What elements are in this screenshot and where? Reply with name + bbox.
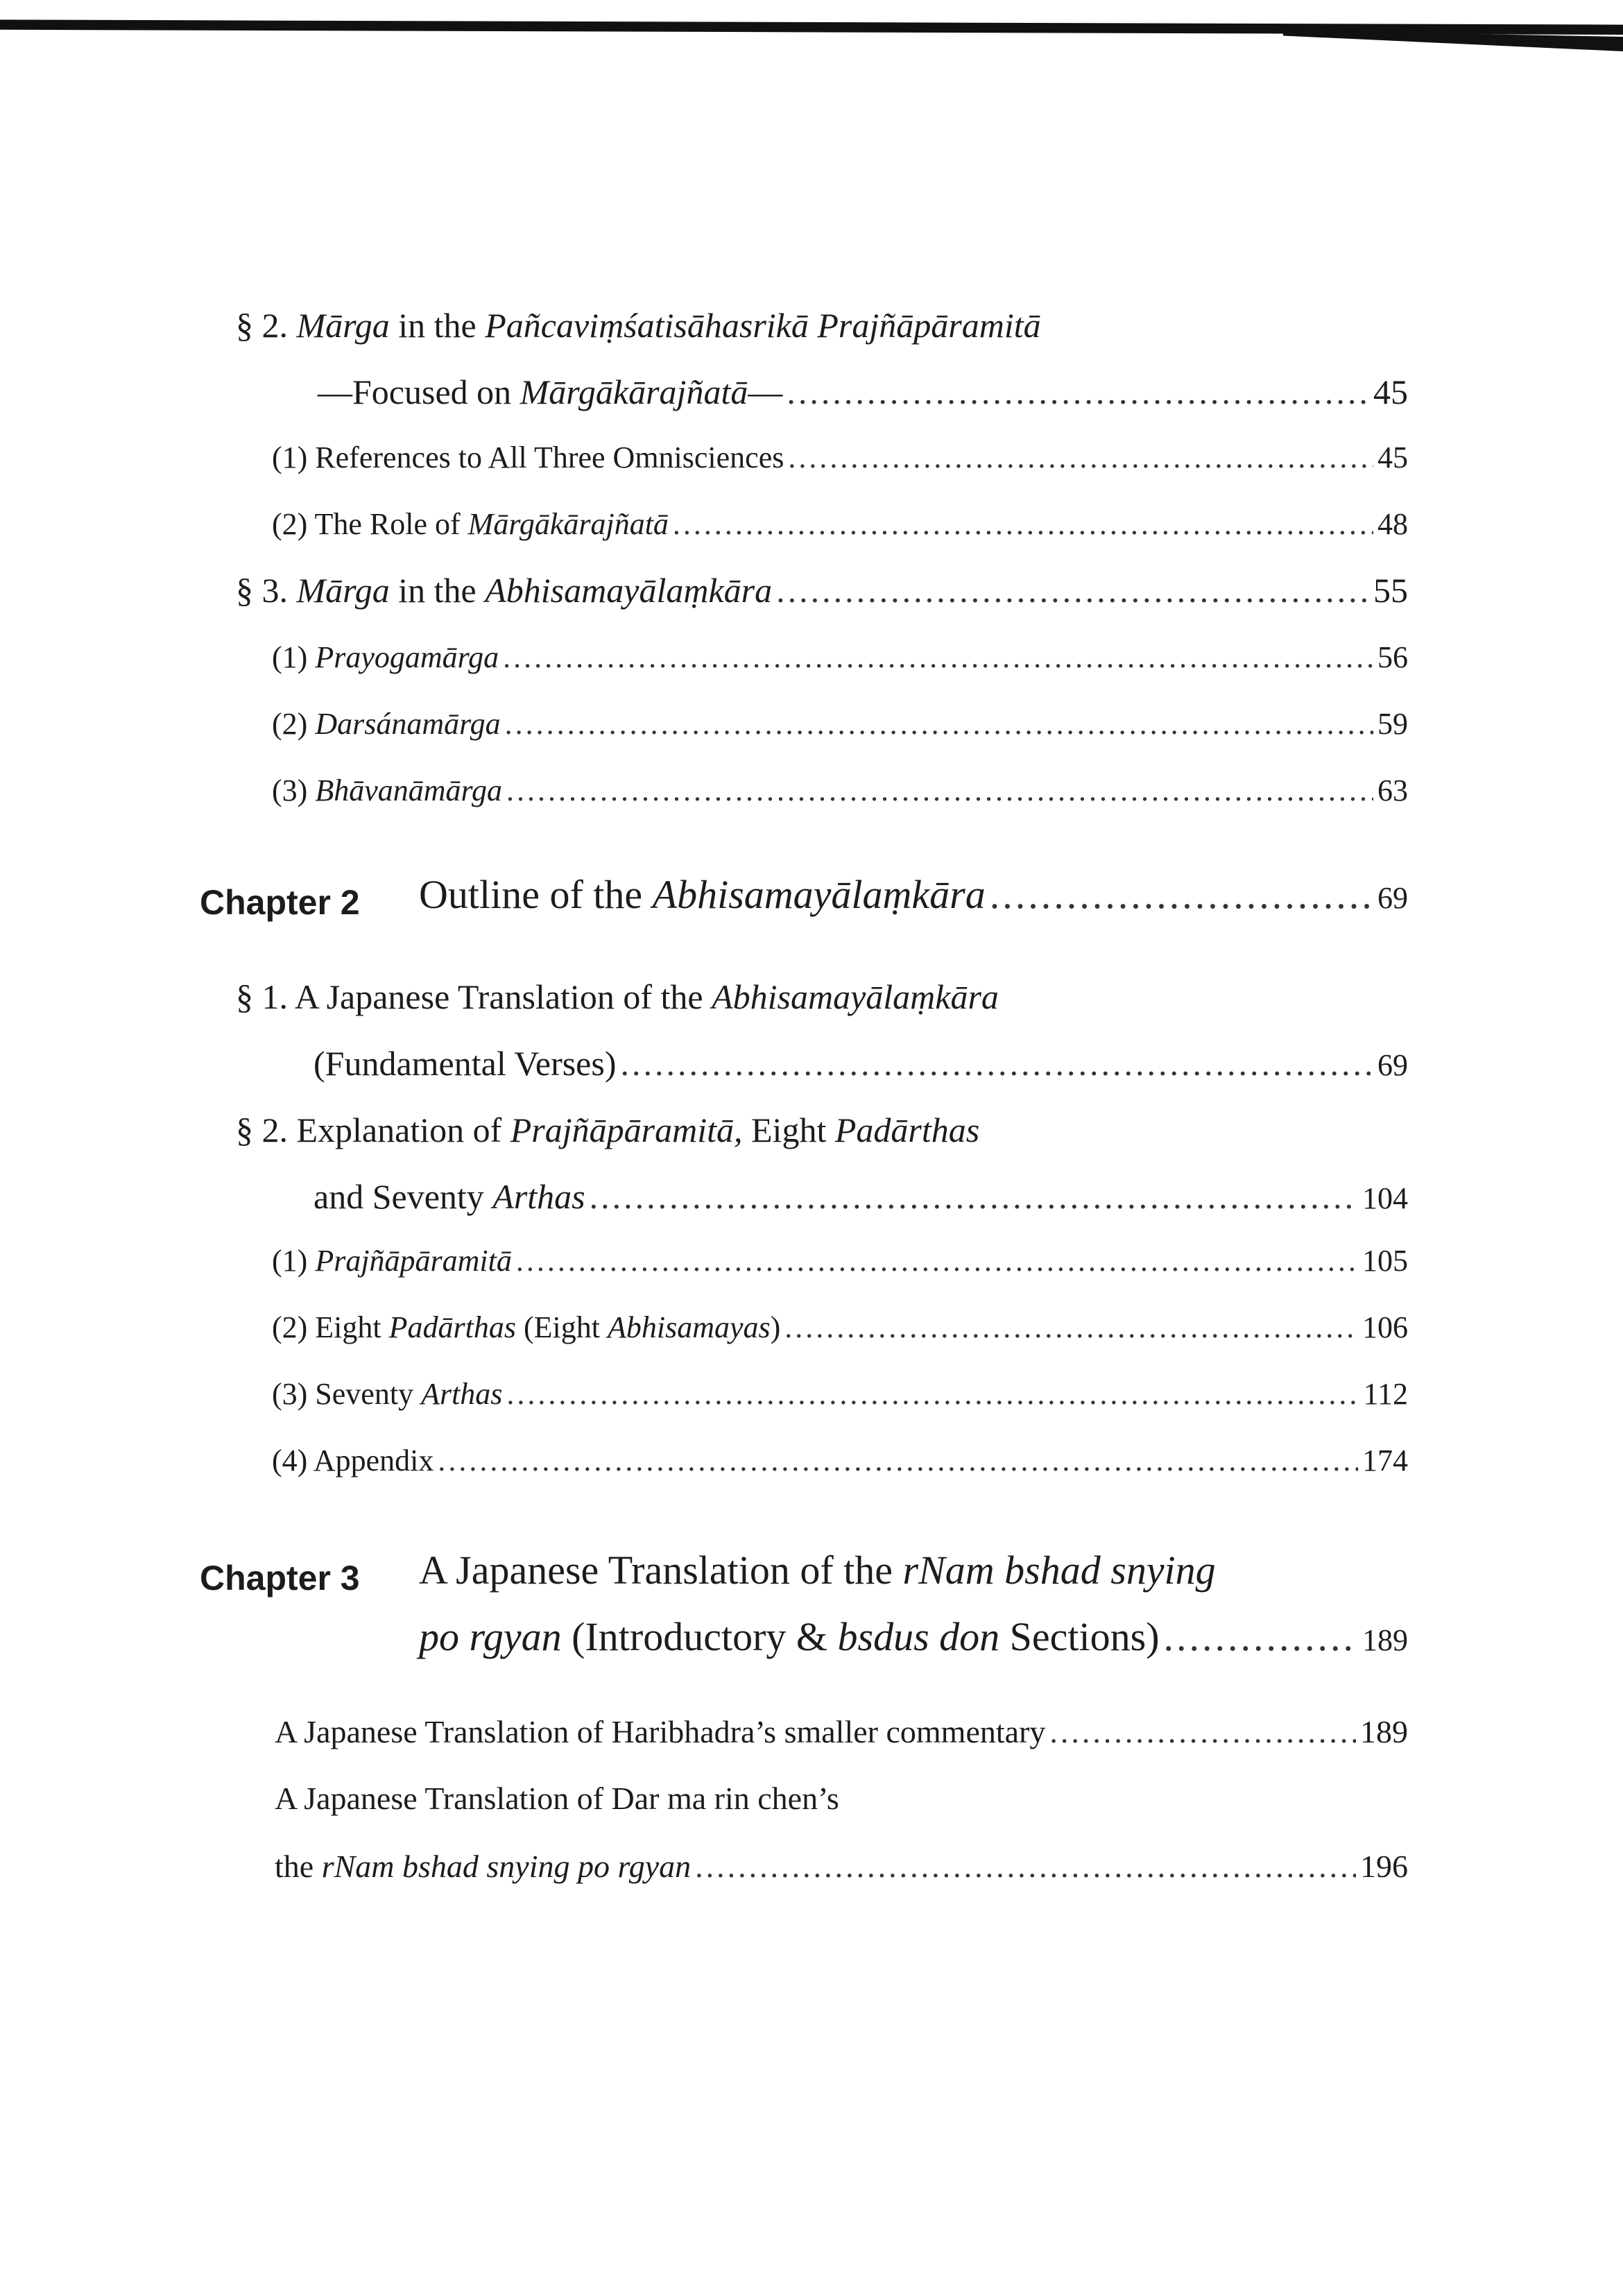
page-number: 55 xyxy=(1373,571,1408,610)
scan-top-border xyxy=(0,18,1623,35)
page-number: 174 xyxy=(1362,1443,1408,1477)
dot-leader xyxy=(505,706,1373,742)
page-number: 189 xyxy=(1360,1714,1408,1749)
toc-label: (2) The Role of Mārgākārajñatā xyxy=(272,507,669,541)
toc-chapter-3[interactable] xyxy=(0,1547,1623,1602)
page-number: 59 xyxy=(1377,707,1408,741)
toc-entry[interactable] xyxy=(0,372,1623,427)
page-number: 106 xyxy=(1362,1310,1408,1344)
toc-label: A Japanese Translation of Dar ma rin chen’s xyxy=(275,1781,839,1816)
toc-label: (4) Appendix xyxy=(272,1443,434,1477)
dot-leader xyxy=(438,1443,1358,1478)
dot-leader xyxy=(990,871,1373,918)
toc-entry[interactable] xyxy=(0,1713,1623,1769)
page-number: 63 xyxy=(1377,773,1408,807)
page-number: 196 xyxy=(1360,1849,1408,1884)
page-number: 45 xyxy=(1377,440,1408,474)
dot-leader xyxy=(776,570,1369,610)
toc-label: the rNam bshad snying po rgyan xyxy=(275,1849,692,1884)
toc-entry[interactable] xyxy=(0,773,1623,828)
toc-entry-title xyxy=(0,1780,1623,1835)
toc-label: (3) Seventy Arthas xyxy=(272,1377,503,1411)
toc-label: A Japanese Translation of the rNam bshad snying xyxy=(419,1548,1216,1593)
page-number: 112 xyxy=(1363,1377,1408,1411)
toc-entry[interactable] xyxy=(0,1243,1623,1299)
toc-label: (1) References to All Three Omnisciences xyxy=(272,440,784,474)
toc-entry[interactable] xyxy=(0,706,1623,762)
page-number: 104 xyxy=(1362,1181,1408,1215)
toc-label: po rgyan (Introductory & bsdus don Sections) xyxy=(419,1614,1160,1659)
toc-label: —Focused on Mārgākārajñatā— xyxy=(318,372,783,411)
toc-label: (1) Prayogamārga xyxy=(272,640,499,674)
toc-entry[interactable] xyxy=(0,640,1623,695)
toc-label: and Seventy Arthas xyxy=(314,1177,585,1216)
dot-leader xyxy=(590,1176,1358,1217)
toc-entry[interactable] xyxy=(0,1376,1623,1432)
toc-entry[interactable] xyxy=(0,1613,1623,1669)
chapter-label: Chapter 3 xyxy=(200,1559,360,1597)
toc-entry[interactable] xyxy=(0,1443,1623,1498)
dot-leader xyxy=(506,773,1373,808)
page-number: 69 xyxy=(1377,881,1408,915)
dot-leader xyxy=(503,640,1373,675)
page-number: 189 xyxy=(1362,1623,1408,1657)
toc-entry[interactable] xyxy=(0,1848,1623,1903)
dot-leader xyxy=(516,1243,1358,1278)
toc-label: § 2. Mārga in the Pañcaviṃśatisāhasrikā Prajñāpāramitā xyxy=(236,306,1041,345)
toc-label: (2) Darsánamārga xyxy=(272,707,501,741)
toc-label: A Japanese Translation of Haribhadra’s smaller commentary xyxy=(275,1714,1046,1749)
toc-entry[interactable] xyxy=(0,440,1623,495)
dot-leader xyxy=(695,1848,1356,1885)
dot-leader xyxy=(673,506,1373,542)
page-number: 48 xyxy=(1377,507,1408,541)
toc-label: § 2. Explanation of Prajñāpāramitā, Eight Padārthas xyxy=(236,1111,980,1149)
toc-label: (Fundamental Verses) xyxy=(314,1044,617,1083)
page-number: 69 xyxy=(1377,1048,1408,1082)
dot-leader xyxy=(787,372,1369,412)
dot-leader xyxy=(620,1043,1373,1083)
toc-label: § 1. A Japanese Translation of the Abhisamayālaṃkāra xyxy=(236,977,999,1016)
dot-leader xyxy=(788,440,1373,475)
toc-entry[interactable] xyxy=(0,1310,1623,1365)
page-number: 105 xyxy=(1362,1244,1408,1278)
toc-entry[interactable] xyxy=(0,506,1623,562)
page-number: 45 xyxy=(1373,372,1408,411)
toc-section-1-title xyxy=(0,977,1623,1032)
dot-leader xyxy=(1164,1613,1358,1660)
chapter-label: Chapter 2 xyxy=(200,883,360,922)
toc-entry[interactable] xyxy=(0,570,1623,626)
toc-entry[interactable] xyxy=(0,1176,1623,1232)
dot-leader xyxy=(506,1376,1359,1412)
toc-label: Outline of the Abhisamayālaṃkāra xyxy=(419,872,986,917)
toc-label: (3) Bhāvanāmārga xyxy=(272,773,502,807)
toc-label: (1) Prajñāpāramitā xyxy=(272,1244,512,1278)
toc-section-2-title xyxy=(0,305,1623,361)
toc-chapter-2[interactable] xyxy=(0,871,1623,927)
page-number: 56 xyxy=(1377,640,1408,674)
dot-leader xyxy=(1049,1713,1356,1750)
toc-label: § 3. Mārga in the Abhisamayālaṃkāra xyxy=(236,571,773,610)
toc-label: (2) Eight Padārthas (Eight Abhisamayas) xyxy=(272,1310,781,1344)
toc-section-2-title xyxy=(0,1110,1623,1165)
dot-leader xyxy=(784,1310,1358,1345)
toc-entry[interactable] xyxy=(0,1043,1623,1099)
